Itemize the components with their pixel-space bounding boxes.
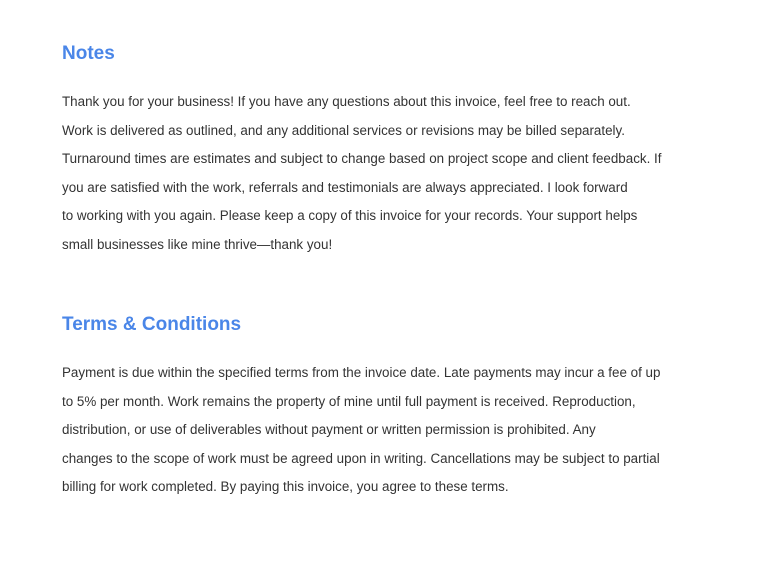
notes-line: small businesses like mine thrive—thank you! [62, 236, 333, 252]
terms-line: to 5% per month. Work remains the property of mine until full payment is received. Reproduction, [62, 393, 636, 409]
notes-line: Turnaround times are estimates and subject to change based on project scope and client feedback. If [62, 151, 662, 166]
terms-line: distribution, or use of deliverables without payment or written permission is prohibited. Any [62, 422, 596, 437]
terms-line: Payment is due within the specified terms from the invoice date. Late payments may incur a fee of up [62, 365, 661, 380]
notes-heading: Notes [62, 43, 115, 64]
notes-body [62, 88, 702, 259]
terms-body [62, 359, 702, 502]
terms-section [62, 311, 702, 502]
notes-section [62, 40, 702, 259]
terms-heading: Terms & Conditions [62, 314, 242, 335]
notes-line: you are satisfied with the work, referrals and testimonials are always appreciated. I look forward [62, 179, 628, 195]
terms-line: billing for work completed. By paying this invoice, you agree to these terms. [62, 479, 509, 494]
notes-line: Work is delivered as outlined, and any additional services or revisions may be billed separately. [62, 122, 625, 138]
terms-line: changes to the scope of work must be agreed upon in writing. Cancellations may be subject to partial [62, 450, 660, 466]
notes-line: Thank you for your business! If you have any questions about this invoice, feel free to reach out. [62, 94, 631, 109]
notes-line: to working with you again. Please keep a copy of this invoice for your records. Your support helps [62, 208, 638, 223]
